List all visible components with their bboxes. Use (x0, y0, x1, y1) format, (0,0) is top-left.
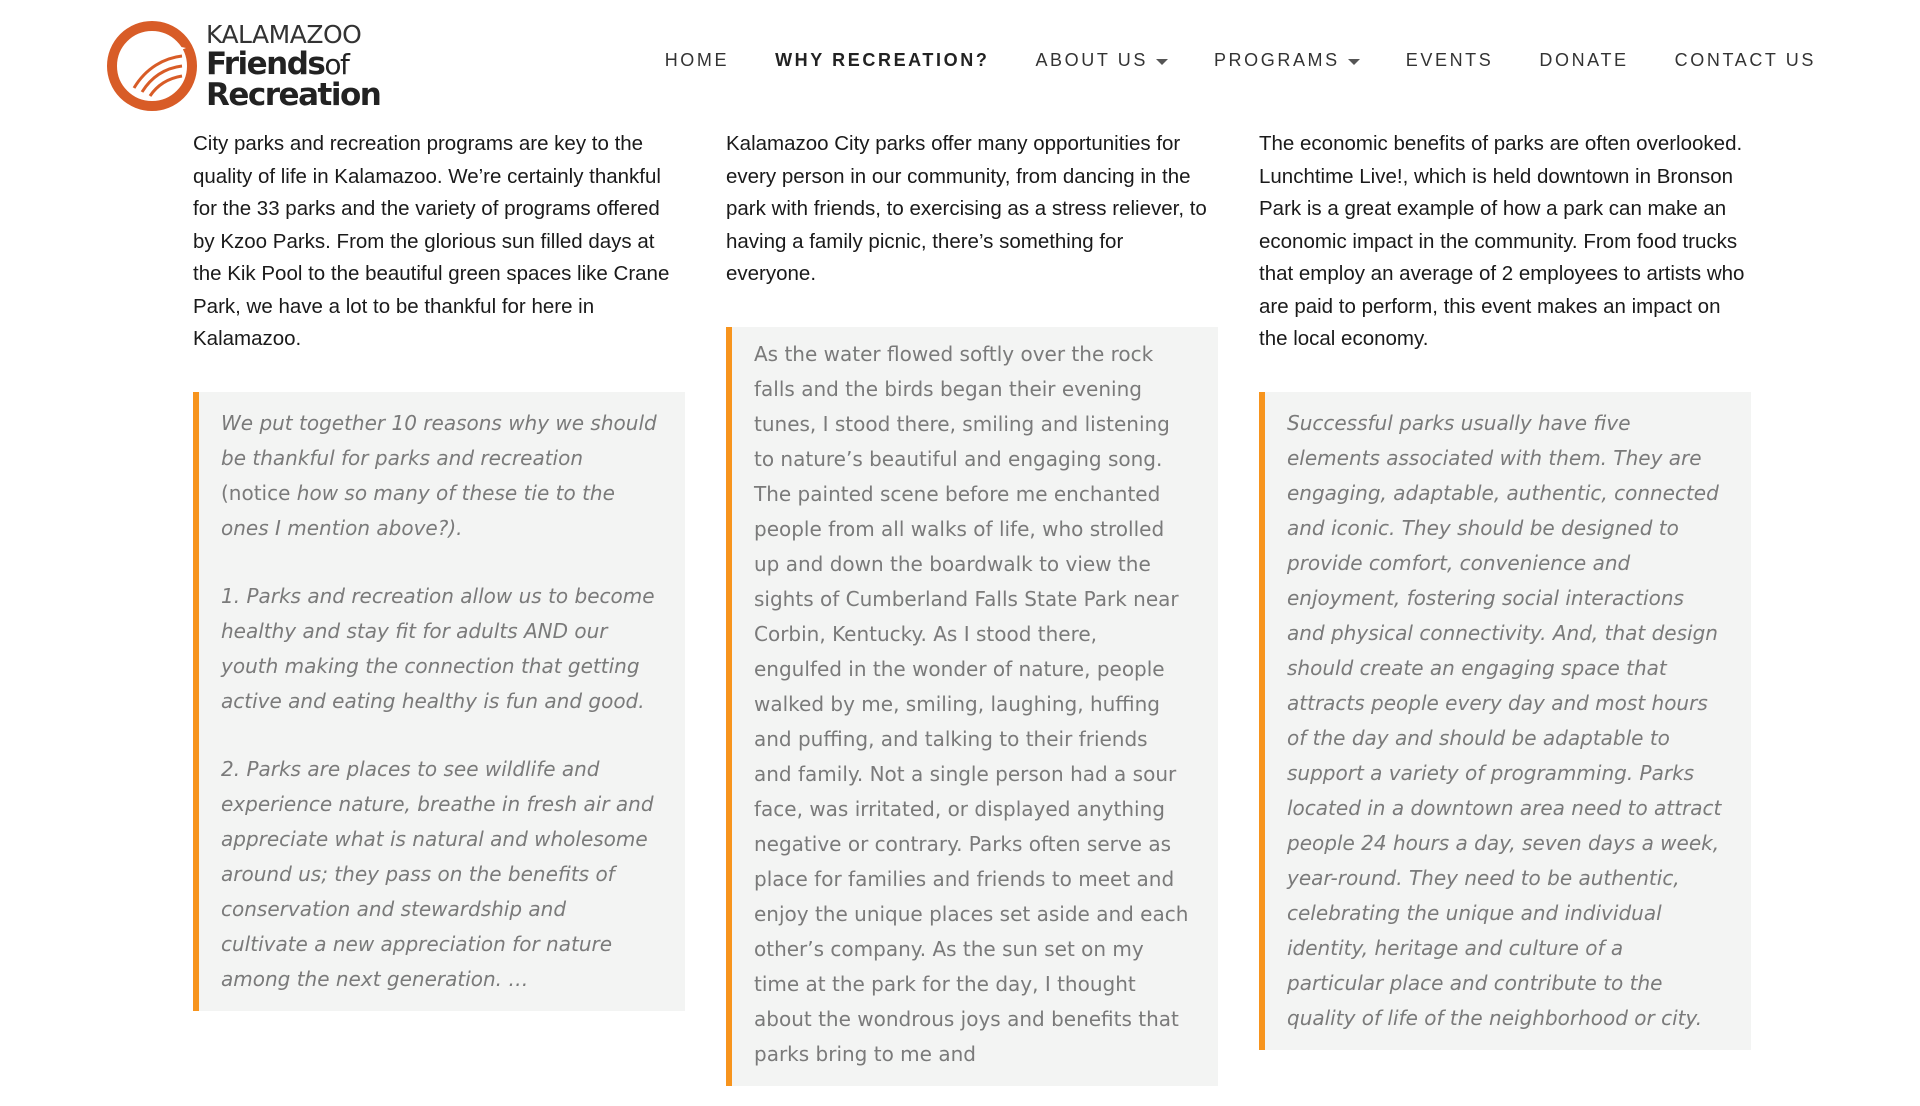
nav-about-us[interactable] (1035, 50, 1168, 71)
blockquote-ten-reasons (193, 392, 685, 1011)
nav-why-recreation[interactable] (775, 50, 989, 71)
column-intro-text: The economic benefits of parks are often overlooked. Lunchtime Live!, which is held downtown in Bronson Park is a great example of how a park can make an economic impact in the community. From food trucks that employ an average of 2 employees to artists who are paid to perform, this event makes an impact on the local economy. (1259, 132, 1745, 350)
logo-swoosh-icon (104, 18, 200, 114)
nav-events-label: EVENTS (1405, 50, 1494, 70)
nav-donate-label: DONATE (1539, 50, 1629, 70)
nav-home[interactable] (665, 50, 729, 71)
column-intro-text: Kalamazoo City parks offer many opportunities for every person in our community, from dancing in the park with friends, to exercising as a stress reliever, to having a family picnic, there’s something for everyone. (726, 132, 1207, 285)
content-column-1 (193, 128, 685, 1031)
quote-paragraph (221, 406, 657, 546)
nav-programs-label: PROGRAMS (1213, 50, 1340, 70)
logo-friends: Friends (206, 45, 325, 82)
quote-paragraph: As the water flowed softly over the rock falls and the birds began their evening tunes, I stood there, smiling and listening to nature’s beautiful and engaging song. The painted scene before me enchanted people from all walks of life, who strolled up and down the boardwalk to view the sights of Cumberland Falls State Park near Corbin, Kentucky. As I stood there, engulfed in the wonder of nature, people walked by me, smiling, laughing, huffing and puffing, and talking to their friends and family. Not a single person had a sour face, was irritated, or displayed anything negative or contrary. Parks often serve as place for families and friends to meet and enjoy the unique places set aside and each other’s company. As the sun set on my time at the park for the day, I thought about the wondrous joys and benefits that parks bring to me and (754, 341, 1189, 1066)
blockquote-cumberland-falls (726, 327, 1218, 1086)
nav-events[interactable] (1406, 50, 1494, 71)
main-nav (619, 50, 1816, 71)
quote-intro-italic: We put together 10 reasons why we should be thankful for parks and recreation (221, 410, 657, 470)
logo-wordmark (206, 19, 381, 113)
column-intro-text: City parks and recreation programs are key to the quality of life in Kalamazoo. We’re certainly thankful for the 33 parks and the variety of programs offered by Kzoo Parks. From the glorious sun filled days at the Kik Pool to the beautiful green spaces like Crane Park, we have a lot to be thankful for here in Kalamazoo. (193, 132, 670, 350)
logo-kalamazoo: KALAMAZOO (206, 19, 362, 49)
quote-paragraph: Successful parks usually have five elements associated with them. They are engaging, adaptable, authentic, connected and iconic. They should be designed to provide comfort, convenience and enjoyment, fostering social interactions and physical connectivity. And, that design should create an engaging space that attracts people every day and most hours of the day and should be adaptable to support a variety of programming. Parks located in a downtown area need to attract people 24 hours a day, seven days a week, year-round. They need to be authentic, celebrating the unique and individual identity, heritage and culture of a particular place and contribute to the quality of life of the neighborhood or city. (1287, 410, 1722, 1030)
quote-intro-plain: (notice (221, 480, 291, 505)
quote-reason-2: 2. Parks are places to see wildlife and experience nature, breathe in fresh air and appreciate what is natural and wholesome around us; they pass on the benefits of conservation and stewardship and cultivate a new appreciation for nature among the next generation. … (221, 756, 654, 991)
logo-friends-of (206, 45, 380, 82)
nav-programs[interactable] (1214, 50, 1360, 71)
nav-donate[interactable] (1539, 50, 1628, 71)
site-header (0, 0, 1920, 125)
content-column-3 (1259, 128, 1751, 1070)
chevron-down-icon (1156, 59, 1168, 65)
blockquote-successful-parks (1259, 392, 1751, 1050)
nav-home-label: HOME (664, 50, 730, 70)
quote-intro-rest: how so many of these tie to the ones I mention above?). (221, 480, 615, 540)
nav-contact-us[interactable] (1675, 50, 1816, 71)
chevron-down-icon (1348, 59, 1360, 65)
quote-reason-1: 1. Parks and recreation allow us to become healthy and stay fit for adults AND our youth making the connection that getting active and eating healthy is fun and good. (221, 583, 655, 713)
nav-about-us-label: ABOUT US (1035, 50, 1148, 70)
nav-why-recreation-label: WHY RECREATION? (775, 50, 990, 70)
content-column-2 (726, 128, 1218, 1106)
logo-recreation: Recreation (206, 76, 381, 113)
nav-contact-us-label: CONTACT US (1674, 50, 1816, 70)
logo-of: of (324, 47, 349, 81)
site-logo[interactable] (104, 18, 389, 114)
